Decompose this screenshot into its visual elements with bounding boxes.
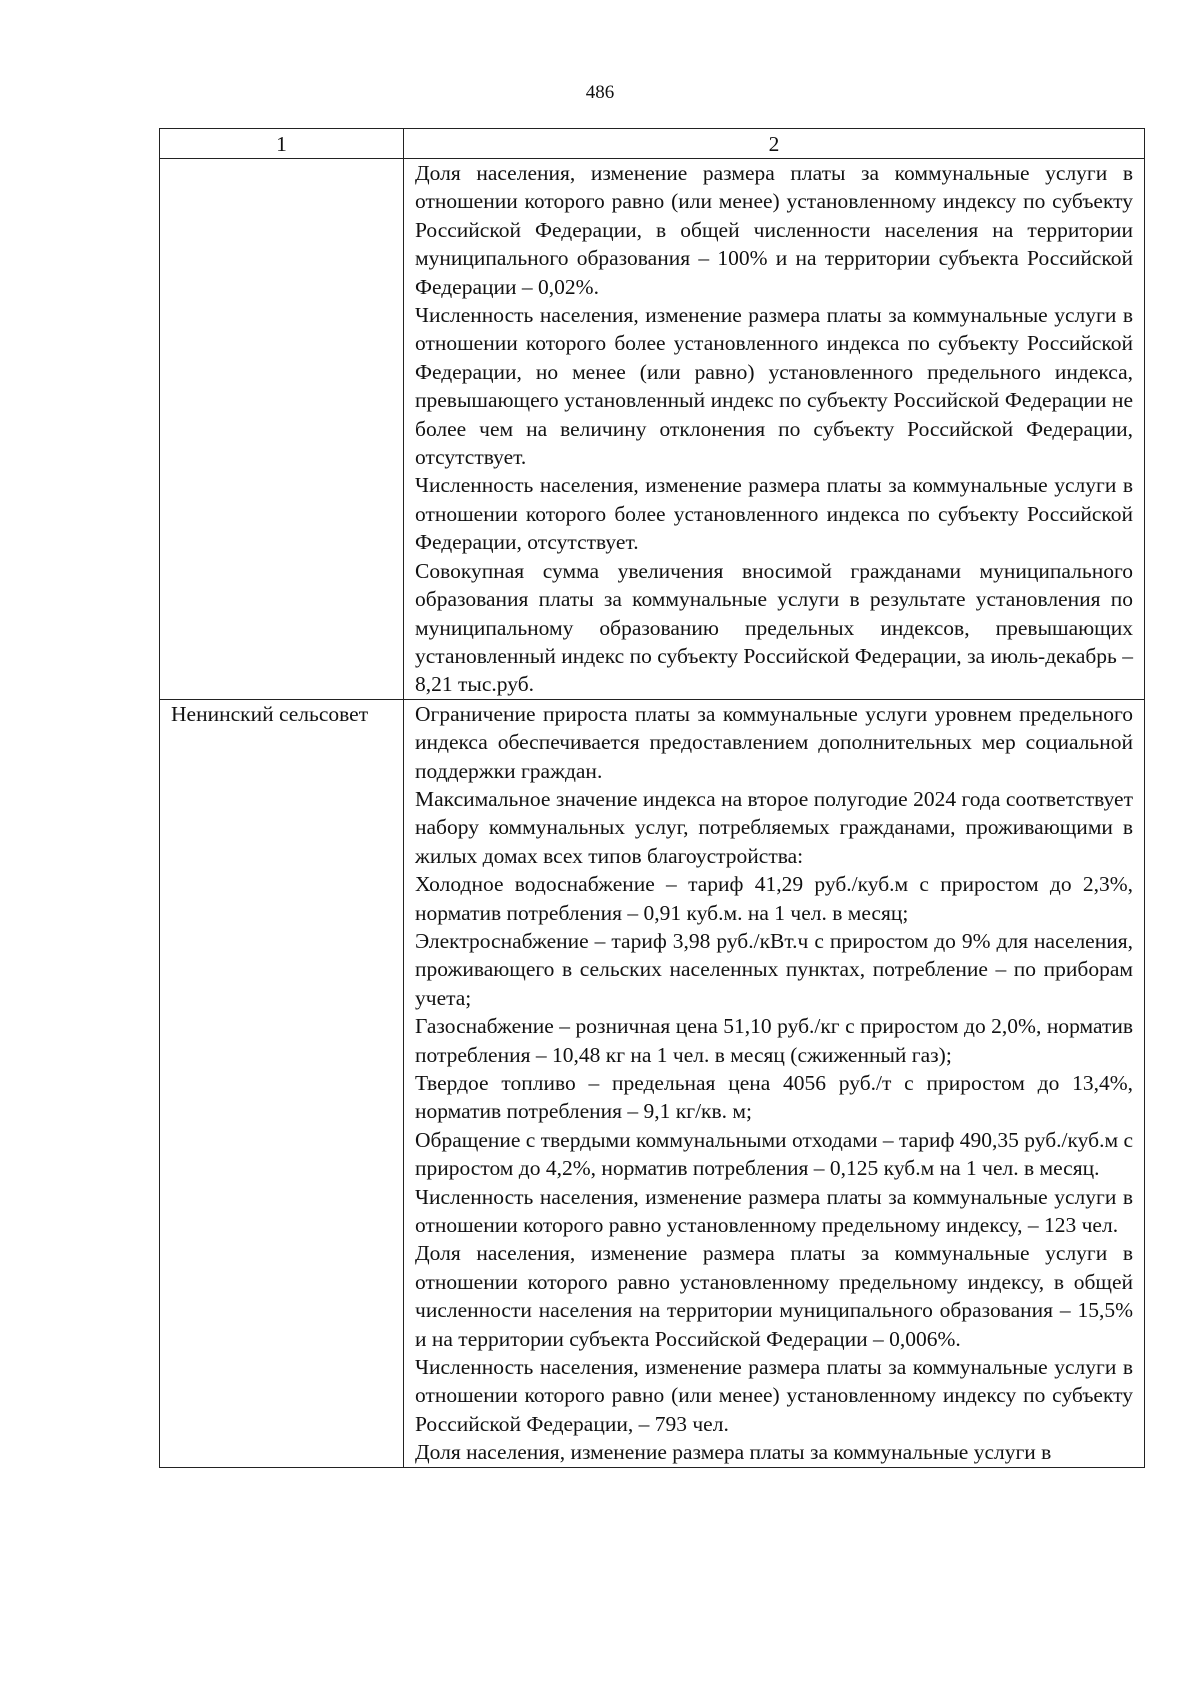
paragraph: Численность населения, изменение размера платы за коммунальные услуги в отношении которого более установленного индекса по субъекту Российской Федерации, но менее (или равно) установленного предельного индекса, превышающего установленный индекс по субъекту Российской Федерации не более чем на величину отклонения по субъекту Российской Федерации, отсутствует. <box>415 303 1133 470</box>
paragraph: Твердое топливо – предельная цена 4056 руб./т с приростом до 13,4%, норматив потребления – 9,1 кг/кв. м; <box>415 1071 1133 1124</box>
paragraph: Численность населения, изменение размера платы за коммунальные услуги в отношении которого равно установленному предельному индексу, – 123 чел. <box>415 1184 1133 1238</box>
column-header-2: 2 <box>404 129 1145 159</box>
data-table <box>159 128 1145 1468</box>
column-header-1: 1 <box>160 129 404 159</box>
unit-name: Ненинский сельсовет <box>171 701 369 726</box>
page-number: 486 <box>585 82 615 103</box>
paragraph: Доля населения, изменение размера платы за коммунальные услуги в <box>415 1440 1052 1465</box>
paragraph: Доля населения, изменение размера платы за коммунальные услуги в отношении которого равно установленному предельному индексу, в общей численности населения на территории муниципального образования – 15,5% и на территории субъекта Российской Федерации – 0,006%. <box>415 1241 1133 1351</box>
description-cell <box>404 159 1145 700</box>
paragraph: Численность населения, изменение размера платы за коммунальные услуги в отношении которого равно (или менее) установленному индексу по субъекту Российской Федерации, – 793 чел. <box>415 1355 1133 1436</box>
paragraph: Доля населения, изменение размера платы за коммунальные услуги в отношении которого равно (или менее) установленному индексу по субъекту Российской Федерации, в общей численности населения на территории муниципального образования – 100% и на территории субъекта Российской Федерации – 0,02%. <box>415 161 1133 299</box>
table-row <box>160 159 1145 700</box>
unit-cell <box>160 699 404 1467</box>
description-cell <box>404 699 1145 1467</box>
paragraph: Максимальное значение индекса на второе полугодие 2024 года соответствует набору коммунальных услуг, потребляемых гражданами, проживающими в жилых домах всех типов благоустройства: <box>415 786 1133 868</box>
unit-cell <box>160 159 404 700</box>
paragraph: Обращение с твердыми коммунальными отходами – тариф 490,35 руб./куб.м с приростом до 4,2%, норматив потребления – 0,125 куб.м на 1 чел. в месяц. <box>415 1127 1133 1181</box>
paragraph: Ограничение прироста платы за коммунальные услуги уровнем предельного индекса обеспечивается предоставлением дополнительных мер социальной поддержки граждан. <box>415 701 1133 783</box>
paragraph: Холодное водоснабжение – тариф 41,29 руб./куб.м с приростом до 2,3%, норматив потребления – 0,91 куб.м. на 1 чел. в месяц; <box>415 872 1133 925</box>
paragraph: Численность населения, изменение размера платы за коммунальные услуги в отношении которого более установленного индекса по субъекту Российской Федерации, отсутствует. <box>415 473 1133 555</box>
paragraph: Электроснабжение – тариф 3,98 руб./кВт.ч с приростом до 9% для населения, проживающего в сельских населенных пунктах, потребление – по приборам учета; <box>415 928 1133 1010</box>
table-row <box>160 699 1145 1467</box>
table-header-row <box>160 129 1145 159</box>
paragraph: Совокупная сумма увеличения вносимой гражданами муниципального образования платы за коммунальные услуги в результате установления по муниципальному образованию предельных индексов, превышающих установленный индекс по субъекту Российской Федерации, за июль-декабрь – 8,21 тыс.руб. <box>415 558 1133 697</box>
paragraph: Газоснабжение – розничная цена 51,10 руб./кг с приростом до 2,0%, норматив потребления – 10,48 кг на 1 чел. в месяц (сжиженный газ); <box>415 1014 1133 1067</box>
